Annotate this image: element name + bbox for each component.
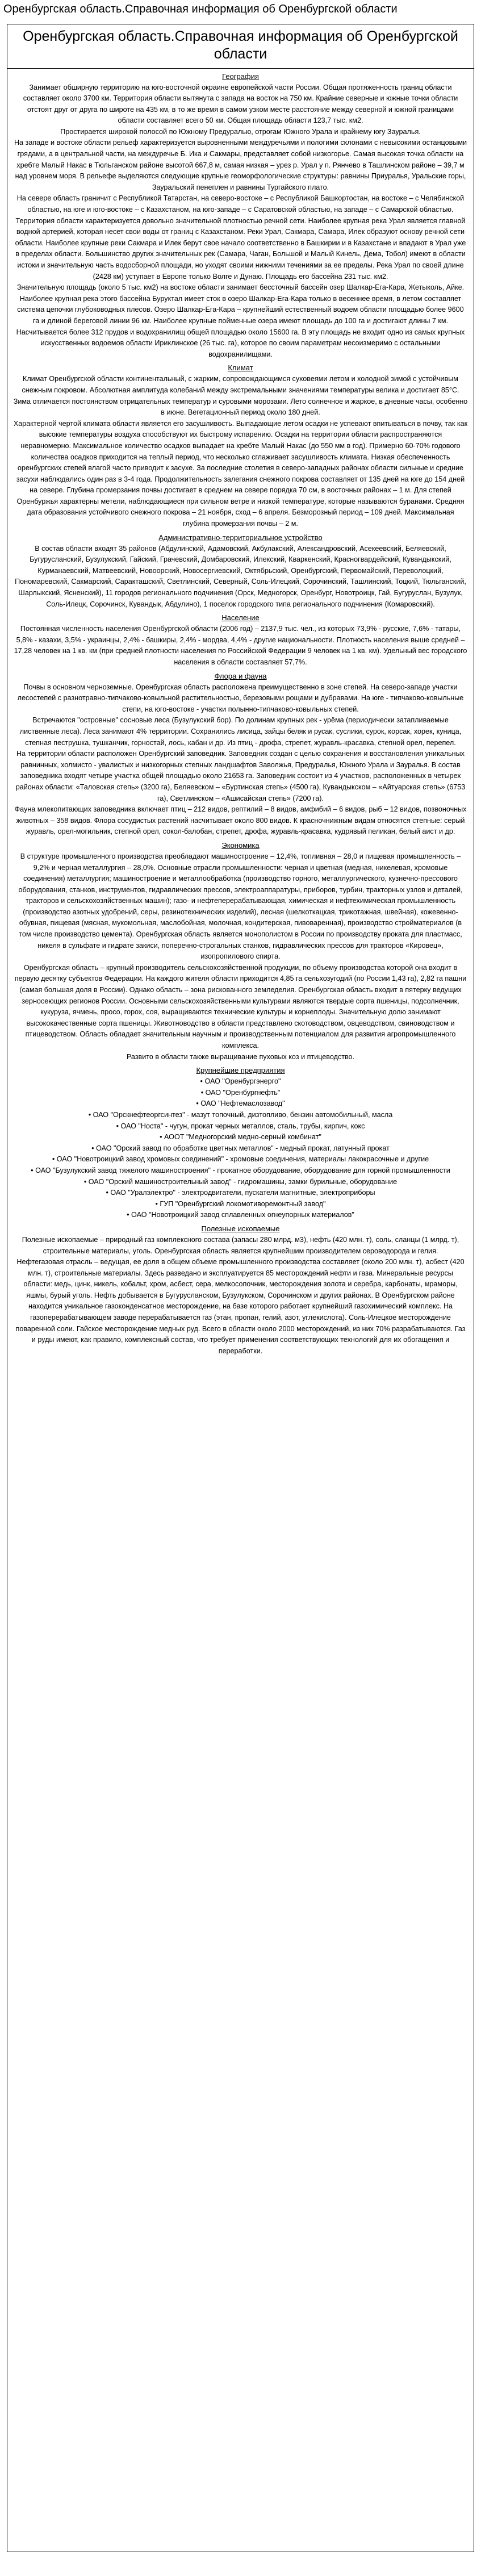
list-item: • АООТ "Медногорский медно-серный комбинат" — [13, 1132, 468, 1143]
enterprise-list — [13, 1076, 468, 1221]
paragraph: Развито в области также выращивание пуховых коз и птицеводство. — [126, 1052, 355, 1061]
section — [7, 840, 474, 1063]
section — [7, 71, 474, 361]
list-item: • ГУП "Оренбургский локомотиворемонтный завод" — [13, 1199, 468, 1210]
section-title: Административно-территориальное устройство — [158, 533, 323, 542]
paragraph: Встречаются "островные" сосновые леса (Бузулукский бор). По долинам крупных рек - урёма (периодически затапливаемые лиственные леса). Леса занимают 4% территории. Сохранились лисица, зайцы беляк и русак, суслики, сурок, корсак, хорек, куница, степная пеструшка, тушканчик, горностай, лось, кабан и др. Из птиц - дрофа, стрепет, журавль-красавка, степной орел, перепел. — [19, 716, 462, 747]
paragraph: Фауна млекопитающих заповедника включает птиц – 212 видов, рептилий – 8 видов, амфибий – 6 видов, рыб – 12 видов, позвоночных животных – 358 видов. Флора сосудистых растений насчитывает около 800 видов. К красночнижным видам относятся степные: серый журавль, орел-могильник, степной орел, сокол-балобан, стрепет, дрофа, журавль-красавка, кудрявый пеликан, белый аист и др. — [14, 805, 467, 836]
paragraph: Занимает обширную территорию на юго-восточной окраине европейской части России. Общая протяженность границ области составляет около 3700 км. Территория области вытянута с запада на восток на 750 км. Крайние северные и южные точки области отстоят друг от друга по широте на 435 км, в то же время в самом узком месте расстояние между северной и южной границами области составляет всего 50 км. Общая площадь области 123,7 тыс. км2. — [23, 83, 458, 125]
section-title: Экономика — [221, 840, 260, 850]
section-title: Население — [221, 613, 260, 622]
paragraph: На севере область граничит с Республикой Татарстан, на северо-востоке – с Республикой Башкортостан, на востоке – с Челябинской областью, на юге и юго-востоке – с Казахстаном, на юго-западе – с Саратовской областью, на западе – с Самарской областью. — [16, 194, 465, 214]
list-item: • ОАО "Нефтемаслозавод" — [13, 1098, 468, 1110]
sections-container — [7, 71, 474, 1357]
section — [7, 1065, 474, 1221]
section-title: Крупнейшие предприятия — [196, 1066, 285, 1075]
section-body — [13, 82, 468, 361]
section-title: География — [222, 72, 259, 81]
paragraph: На западе и востоке области рельеф характеризуется выровненными междуречьями и пологими склонами с невысокими останцовыми грядами, а в центральной части, на междуречье Б. Ика и Сакмары, представляет собой низкогорье. Самая высокая точка области на хребте Малый Накас в Тюльганском районе высотой 667,8 м, самая низкая – урез р. Урал у п. Рянчево в Ташлинском районе – 39,7 м над уровнем моря. В рельефе выделяются следующие крупные геоморфологические структуры: равнины Приуралья, Уральские горы, Зауральский пенеплен и равнины Тургайского плато. — [14, 139, 467, 191]
section — [7, 612, 474, 668]
section-body — [13, 851, 468, 1063]
list-item: • ОАО "Орский машиностроительный завод" - гидромашины, замки бурильные, оборудование — [13, 1177, 468, 1188]
list-item: • ОАО "Оренбургнефть" — [13, 1088, 468, 1099]
section-title: Климат — [228, 363, 253, 373]
box-title: Оренбургская область.Справочная информация об Оренбургской области — [7, 24, 474, 69]
list-item: • ОАО "Орский завод по обработке цветных металлов" - медный прокат, латунный прокат — [13, 1143, 468, 1155]
paragraph: Почвы в основном черноземные. Оренбургская область расположена преимущественно в зоне степей. На северо-западе участки лесостепей с разнотравно-типчаково-ковыльной растительностью, березовыми рощами и дубравами. На юге - типчаково-ковыльные степи, на юго-востоке - участки полынно-типчаково-ковыльных степей. — [17, 683, 464, 713]
paragraph: Значительную площадь (около 5 тыс. км2) на востоке области занимает бессточный бассейн озер Шалкар-Ега-Кара, Жетыколь, Айке. Наиболее крупная река этого бассейна Буруктал имеет сток в озеро Шалкар-Ега-Кара только в весеннее время, в летом составляет система цепочки глубоководных плесов. Озеро Шалкар-Ега-Кара – крупнейший естественный водоем области площадью более 9600 га и длиной береговой линии 96 км. Наиболее крупные пойменные озера имеют площадь до 100 га и достигают длины 7 км. Насчитывается более 312 прудов и водохранилищ общей площадью около 15600 га. В эту площадь не входит одно из самых крупных искусственных водоемов области Ириклинское (26 тыс. га), которое по своим параметрам несоизмеримо с остальными водохранилищами. — [16, 283, 465, 358]
paragraph: В структуре промышленного производства преобладают машиностроение – 12,4%, топливная – 28,0 и пищевая промышленность – 9,2% и черная металлургия – 28,0%. Основные отрасли промышленности: черная и цветная (медная, никелевая, хромовые соединения) металлургия; машиностроение и металлообработка (производство горного, металлургического, кузнечно-прессового оборудования, станков, инструментов, гидравлических прессов, электроаппаратуры, приборов, турбин, тракторных узлов и деталей, тракторов и сельскохозяйственных машин); газо- и нефтеперерабатывающая, химическая и нефтехимическая промышленность (производство азотных удобрений, серы, резинотехнических изделий), лесная (шелкоткацкая, трикотажная, швейная), кожевенно-обувная, пищевая (мясная, мукомольная, маслобойная, молочная, кондитерская, пивоваренная), производство стройматериалов (в том числе производство цемента). Оренбургская область является монополистом в России по производству проката для пластмасс, никеля в сульфате и гидрате закиси, поперечно-строгальных станков, гидравлических прессов для тракторов «Кировец», изопропилового спирта. — [18, 852, 463, 961]
section — [7, 671, 474, 838]
list-item: • ОАО "Носта" - чугун, прокат черных металлов, сталь, трубы, кирпич, кокс — [13, 1121, 468, 1132]
paragraph: Простирается широкой полосой по Южному Предуралью, отрогам Южного Урала и крайнему югу Зауралья. — [60, 127, 421, 136]
list-item: • ОАО "Орскнефтеоргсинтез" - мазут топочный, дизтопливо, бензин автомобильный, масла — [13, 1110, 468, 1121]
section-body — [13, 682, 468, 838]
section-title: Полезные ископаемые — [201, 1224, 280, 1233]
paragraph: Климат Оренбургской области континентальный, с жарким, сопровождающимся суховеями летом и холодной зимой с устойчивым снежным покровом. Абсолютная амплитуда колебаний между экстремальными значениями температуры велика и достигает 85°С. Зима отличается постоянством отрицательных температур и суровыми морозами. Лето солнечное и жаркое, в дневные часы, особенно в июне. Вегетационный период около 180 дней. — [13, 375, 468, 417]
section-title: Флора и фауна — [214, 671, 267, 680]
list-item: • ОАО "Оренбургэнерго" — [13, 1076, 468, 1088]
section-body — [13, 374, 468, 529]
section — [7, 1223, 474, 1357]
paragraph: В состав области входят 35 районов (Абдулинский, Адамовский, Акбулакский, Александровский, Асекеевский, Беляевский, Бугурусланский, Бузулукский, Гайский, Грачевский, Домбаровский, Илекский, Кваркенский, Красногвардейский, Кувандыкский, Курманаевский, Матвеевский, Новоорский, Новосергиевский, Октябрьский, Оренбургский, Первомайский, Переволоцкий, Пономаревский, Сакмарский, Саракташский, Светлинский, Северный, Соль-Илецкий, Сорочинский, Ташлинский, Тоцкий, Тюльганский, Шарлыкский, Ясненский), 11 городов регионального подчинения (Орск, Медногорск, Оренбург, Новотроицк, Гай, Бугуруслан, Бузулук, Соль-Илецк, Сорочинск, Кувандык, Абдулино), 1 поселок городского типа регионального подчинения (Комаровский). — [15, 544, 466, 608]
paragraph: Постоянная численность населения Оренбургской области (2006 год) – 2137,9 тыс. чел., из которых 73,9% - русские, 7,6% - татары, 5,8% - казахи, 3,5% - украинцы, 2,4% - башкиры, 2,4% - мордва, 4,4% - другие национальности. Плотность населения выше средней – 17,28 человек на 1 кв. км (при средней плотности населения по Российской Федерации 9 человек на 1 кв. км). Удельный вес городского населения в области составляет 57,7%. — [14, 625, 467, 666]
list-item: • ОАО "Уралэлектро" - электродвигатели, пускатели магнитные, электроприборы — [13, 1187, 468, 1199]
section — [7, 532, 474, 610]
list-item: • ОАО "Новотроицкий завод сплавленных огнеупорных материалов" — [13, 1210, 468, 1221]
section-body — [13, 543, 468, 610]
page-title: Оренбургская область.Справочная информация об Оренбургской области — [3, 3, 398, 15]
paragraph: Характерной чертой климата области является его засушливость. Выпадающие летом осадки не успевают впитываться в почву, так как высокие температуры воздуха способствуют их быстрому испарению. Осадки на территории области распространяются неравномерно. Максимальное количество осадков выпадает на хребте Малый Накас (до 550 мм в год). Примерно 60-70% годового количества осадков приходится на теплый период, что несколько сглаживает засушливость климата. Низкая обеспеченность оренбургских степей влагой часто приводит к засухе. За последние столетия в северо-западных районах области сильные и средние засухи наблюдались один раз в 3-4 года. Продолжительность залегания снежного покрова составляет от 135 дней на юге до 154 дней на севере. Глубина промерзания почвы достигает в среднем на севере порядка 70 см, в восточных районах – 1 м. Для степей Оренбуржья характерны метели, наблюдающиеся при сильном ветре и низкой температуре, которые называются буранами. Средняя дата образования устойчивого снежного покрова – 21 ноября, сход – 6 апреля. Безморозный период – 109 дней. Максимальная глубина промерзания почвы – 2 м. — [13, 419, 468, 528]
paragraph: Территория области характеризуется довольно значительной плотностью речной сети. Наиболее крупная река Урал является главной водной артерией, которая несет свои воды от границ с Казахстаном. Реки Урал, Сакмара, Самара, Илек образуют основу речной сети области. Наиболее крупные реки Сакмара и Илек берут свое начало соответственно в Башкирии и в Казахстане и впадают в Урал уже в пределах области. Большинство других значительных рек (Самара, Чаган, Большой и Малый Кинель, Дема, Тобол) имеют в области истоки и значительную часть водосборной площади, но уходят своими нижними течениями за ее пределы. Река Урал по своей длине (2428 км) уступает в Европе только Волге и Дунаю. Площадь его бассейна 231 тыс. км2. — [15, 216, 466, 281]
list-item: • ОАО "Новотроицкий завод хромовых соединений" - хромовые соединения, материалы лакокрасочные и другие — [13, 1154, 468, 1165]
paragraph: На территории области расположен Оренбургский заповедник. Заповедник создан с целью сохранения и восстановления уникальных равнинных, холмисто - увалистых и низкогорных степных ландшафтов Заволжья, Предуралья, Южного Урала и Зауралья. В состав заповедника входят четыре участка общей площадью около 21653 га. Заповедник состоит из 4 участков, расположенных в четырех районах области: «Таловская степь» (3200 га), Беляевском – «Буртинская степь» (4500 га), Кувандыкском – «Айтуарская степь» (6753 га), Светлинском – «Ашисайская степь» (7200 га). — [15, 750, 466, 802]
paragraph: Нефтегазовая отрасль – ведущая, ее доля в общем объеме промышленного производства составляет (около 200 млн. т), асбест (420 млн. т), строительные материалы. Здесь разведано и эксплуатируется 85 месторождений нефти и газа. Минеральные ресурсы области: медь, цинк, никель, кобальт, хром, асбест, сера, мелкосопочник, месторождения золота и серебра, карбонаты, мраморы, яшмы, бурый уголь. Нефть добывается в Бугурусланском, Бузулукском, Сорочинском и других районах. В Оренбургском районе находится уникальное газоконденсатное месторождение, на базе которого работает крупнейший газохимический комплекс. На газоперерабатывающем заводе перерабатывается газ (этан, пропан, гелий, азот, углекислота). Соль-Илецкое месторождение поваренной соли. Гайское месторождение медных руд. Всего в области около 2000 месторождений, из них 70% разрабатываются. Газ и руды имеют, как правило, комплексный состав, что требует применения соответствующих технологий для их обогащения и переработки. — [15, 1258, 466, 1355]
content-box — [7, 24, 474, 2552]
section-body — [13, 1235, 468, 1357]
section — [7, 362, 474, 529]
section-body — [13, 1076, 468, 1221]
paragraph: Полезные ископаемые – природный газ комплексного состава (запасы 280 млрд. м3), нефть (420 млн. т), соль, сланцы (1 млрд. т), строительные материалы, уголь. Оренбургская область является крупнейшим производителем сероводорода и гелия. — [22, 1235, 459, 1255]
section-body — [13, 624, 468, 668]
paragraph: Оренбургская область – крупный производитель сельскохозяйственной продукции, по объему производства которой она входит в первую десятку субъектов Федерации. На каждого жителя области приходится 4,85 га сельхозугодий (по России 1,43 га), 2,82 га пашни (самая большая доля в России). Однако область – зона рискованного земледелия. Оренбургская область входит в пятерку ведущих зерносеющих регионов России. Основными сельскохозяйственными культурами являются твердые сорта пшеницы, подсолнечник, кукуруза, ячмень, просо, горох, соя, выращиваются технические культуры и корнеплоды. Значительную долю занимают высококачественные сорта пшеницы. Животноводство в области представлено скотоводством, овцеводством, свиноводством и птицеводством. Область обладает значительным научным и производственным потенциалом для развития агропромышленного комплекса. — [14, 963, 467, 1049]
list-item: • ОАО "Бузулукский завод тяжелого машиностроения" - прокатное оборудование, оборудование для горной промышленности — [13, 1165, 468, 1177]
